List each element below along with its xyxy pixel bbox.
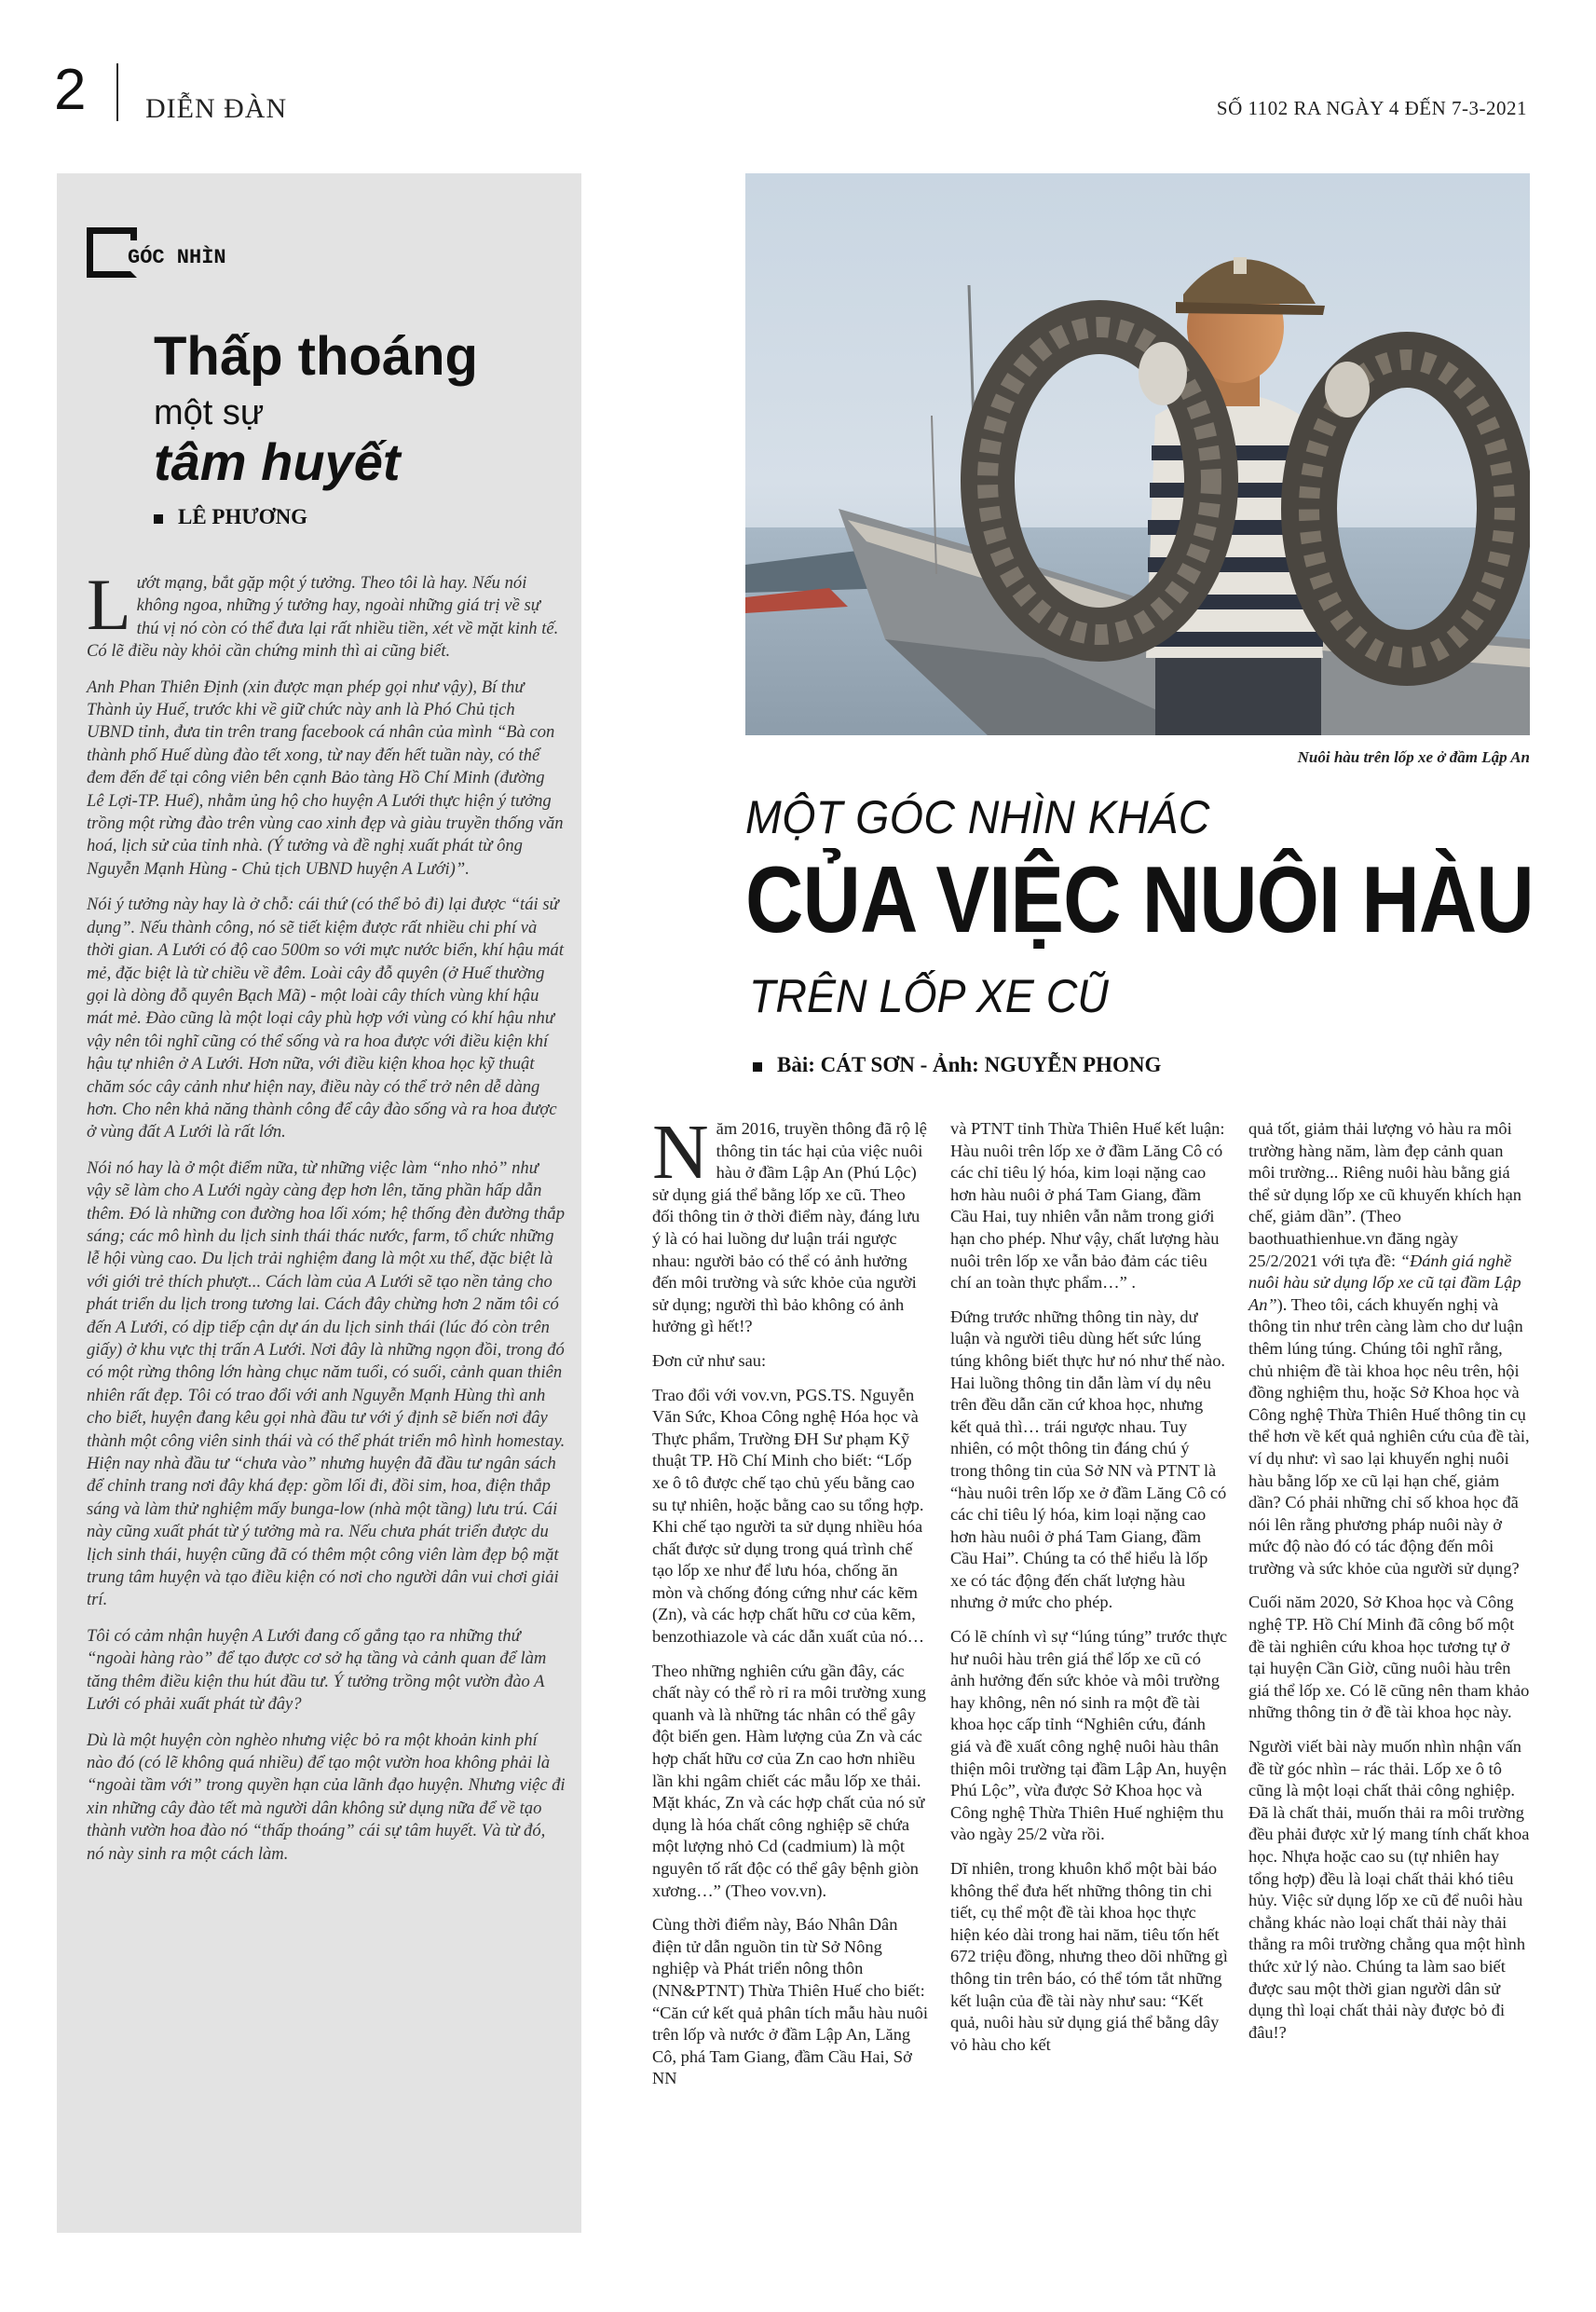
article-paragraph: Năm 2016, truyền thông đã rộ lệ thông tin tác hại của việc nuôi hàu ở đầm Lập An (Phú Lộc) sử dụng giá thể bằng lốp xe cũ. Theo đối thông tin ở thời điểm này, đáng lưu ý là có hai luồng dư luận trái ngược nhau: người bảo có thể có ảnh hưởng đến môi trường và sức khỏe của người sử dụng; người thì bảo không có ảnh hưởng gì hết!? — [652, 1109, 927, 1336]
sidebar-body — [87, 564, 566, 1879]
sidebar-goc-nhin — [57, 173, 581, 2233]
bullet-square-icon — [154, 514, 163, 524]
sidebar-paragraph: Anh Phan Thiên Định (xin được mạn phép gọi như vậy), Bí thư Thành ủy Huế, trước khi về giữ chức này anh là Phó Chủ tịch UBND tỉnh, đưa tin trên trang facebook cá nhân của mình “Bà con thành phố Huế dùng đào tết xong, từ nay đến hết tuần này, có thể đem đến để tại công viên bên cạnh Bảo tàng Hồ Chí Minh (đường Lê Lợi-TP. Huế), nhằm ủng hộ cho huyện A Lưới thực hiện ý tưởng trồng một rừng đào trên vùng cao xinh đẹp và giàu truyền thống văn hoá, lịch sử của tỉnh nhà. (Ý tưởng và đề nghị xuất phát từ ông Nguyễn Mạnh Hùng - Chủ tịch UBND huyện A Lưới)”. — [87, 677, 564, 879]
paragraph-text: quả tốt, giảm thải lượng vỏ hàu ra môi trường hàng năm, làm đẹp cảnh quan môi trường... Riêng nuôi hàu bằng giá thể sử dụng lốp xe cũ khuyến khích hạn chế, giảm dần”. (Theo baothuathienhue.vn đăng ngày 25/2/2021 với tựa đề: — [1248, 1119, 1521, 1270]
headline-line3: TRÊN LỐP XE CŨ — [749, 970, 1109, 1022]
page-number: 2 — [54, 58, 87, 122]
oyster-farmer-photo — [745, 173, 1530, 735]
article-column-1 — [652, 1109, 930, 2102]
sidebar-title-line2: một sự — [154, 393, 265, 432]
sidebar-author-name: LÊ PHƯƠNG — [178, 505, 308, 528]
article-paragraph: Trao đổi với vov.vn, PGS.TS. Nguyễn Văn Sức, Khoa Công nghệ Hóa học và Thực phẩm, Trường ĐH Sư phạm Kỹ thuật TP. Hồ Chí Minh cho biết: “Lốp xe ô tô được chế tạo chủ yếu bằng cao su tự nhiên, hoặc bằng cao su tổng hợp. Khi chế tạo người ta sử dụng nhiều hóa chất được sử dụng trong quá trình chế tạo lốp xe như để lưu hóa, chống ăn mòn và chống đóng cứng như các kẽm (Zn), và các hợp chất hữu cơ của kẽm, benzothiazole và các dẫn xuất của nó… — [652, 1385, 925, 1647]
article-column-3 — [1248, 1118, 1530, 2056]
headline-line2: CỦA VIỆC NUÔI HÀU — [745, 848, 1534, 952]
sidebar-author — [154, 505, 307, 529]
article-paragraph: và PTNT tỉnh Thừa Thiên Huế kết luận: Hàu nuôi trên lốp xe ở đầm Lăng Cô có các chỉ tiêu lý hóa, kim loại nặng cao hơn hàu nuôi ở phá Tam Giang, đầm Cầu Hai, tuy nhiên vẫn nằm trong giới hạn cho phép. Như vậy, chất lượng hàu nuôi trên lốp xe vẫn bảo đảm các tiêu chí an toàn thực phẩm…” . — [950, 1119, 1225, 1293]
sidebar-paragraph: Lướt mạng, bắt gặp một ý tưởng. Theo tôi là hay. Nếu nói không ngoa, những ý tưởng hay, ngoài những giá trị về sự thú vị nó còn có thể đưa lại rất nhiều tiền, xét về mặt kinh tế. Có lẽ điều này khỏi cần chứng minh thì ai cũng biết. — [87, 564, 559, 662]
sidebar-title-line1: Thấp thoáng — [154, 326, 478, 387]
paragraph-text: ). Theo tôi, cách khuyến nghị và thông tin như trên càng làm cho dư luận thêm lúng túng. Chúng tôi nghĩ rằng, chủ nhiệm đề tài khoa học nêu trên, hội đồng nghiệm thu, hoặc Sở Khoa học và Công nghệ Thừa Thiên Huế thông tin cụ thể hơn về kết quả nghiên cứu của đề tài, ví dụ như: vì sao lại khuyến nghị nuôi hàu bằng lốp xe cũ lại hạn chế, giảm dần? Có phải những chỉ số khoa học đã nói lên rằng phương pháp nuôi này ở mức độ nào đó có tác động đến môi trường và sức khỏe của người sử dụng? — [1248, 1294, 1530, 1578]
article-byline — [753, 1053, 1161, 1077]
header-divider — [116, 63, 118, 121]
headline-line1: MỘT GÓC NHÌN KHÁC — [745, 791, 1210, 843]
article-paragraph: Cuối năm 2020, Sở Khoa học và Công nghệ TP. Hồ Chí Minh đã công bố một đề tài nghiên cứu khoa học tương tự ở tại huyện Cần Giờ, cũng nuôi hàu trên giá thể lốp xe. Có lẽ cũng nên tham khảo những thông tin ở đề tài khoa học này. — [1248, 1593, 1530, 1722]
sidebar-paragraph: Nói nó hay là ở một điểm nữa, từ những việc làm “nho nhỏ” như vậy sẽ làm cho A Lưới ngày càng đẹp hơn lên, tăng phần hấp dẫn thêm. Đó là những con đường hoa lối xóm; hệ thống đèn đường thắp sáng; các mô hình du lịch sinh thái thác nước, farm, tổ chức những lễ hội vùng cao. Du lịch trải nghiệm đang là một xu thế, đặc biệt là với giới trẻ thích phượt... Cách làm của A Lưới sẽ tạo nền tảng cho phát triển du lịch trong tương lai. Cách đây chừng hơn 2 năm tôi có đến A Lưới, có dịp tiếp cận dự án du lịch sinh thái (lúc đó còn trên giấy) ở khu vực thị trấn A Lưới. Nơi đây là những ngọn đồi, trong đó có một rừng thông lớn hàng chục năm tuổi, có suối, cảnh quan thiên nhiên rất đẹp. Tôi có trao đổi với anh Nguyễn Mạnh Hùng thì anh cho biết, huyện đang kêu gọi nhà đầu tư với ý định sẽ biến nơi đây thành một công viên sinh thái và có thể phát triển mô hình homestay. Hiện nay nhà đầu tư “chưa vào” nhưng huyện đã đầu tư ngân sách để chỉnh trang nơi đây khá đẹp: gồm lối đi, đồi sim, hoa, điện thắp sáng và làm thử nghiệm mấy bunga-low (nhà một tầng) lưu trú. Cái này cũng xuất phát từ ý tưởng mà ra. Nếu chưa phát triển được du lịch sinh thái, huyện cũng đã có thêm một công viên làm đẹp bộ mặt trung tâm huyện và tạo điều kiện có nơi cho người dân vui chơi giải trí. — [87, 1157, 566, 1610]
article-paragraph: Dĩ nhiên, trong khuôn khổ một bài báo không thể đưa hết những thông tin chi tiết, cụ thể một đề tài khoa học thực hiện kéo dài trong hai năm, tiêu tốn hết 672 triệu đồng, nhưng theo dõi những gì thông tin trên báo, có thể tóm tắt những kết luận của đề tài này như sau: “Kết quả, nuôi hàu sử dụng giá thể bằng dây vỏ hàu cho kết — [950, 1859, 1228, 2054]
article-column-2 — [950, 1118, 1228, 2068]
section-name: DIỄN ĐÀN — [145, 93, 288, 124]
byline-text: Bài: CÁT SƠN - Ảnh: NGUYỄN PHONG — [777, 1053, 1162, 1076]
sidebar-paragraph: Nói ý tưởng này hay là ở chỗ: cái thứ (có thể bỏ đi) lại được “tái sử dụng”. Nếu thành công, nó sẽ tiết kiệm được rất nhiều chi phí và thời gian. A Lưới có độ cao 500m so với mực nước biển, khí hậu mát mẻ, đặc biệt là từ chiều về đêm. Loài cây đỗ quyên (ở Huế thường gọi là dòng đỗ quyên Bạch Mã) - một loài cây thích vùng khí hậu mát mẻ. Đào cũng là một loại cây phù hợp với vùng có khí hậu như vậy nên tôi nghĩ cũng có thể sống và ra hoa được với điều kiện khí hậu tự nhiên ở A Lưới. Hơn nữa, với điều kiện khoa học kỹ thuật chăm sóc cây cảnh như hiện nay, điều này có thể trở nên dễ dàng hơn. Cho nên khả năng thành công để cây đào sống và ra hoa được ở vùng đất A Lưới là rất lớn. — [87, 895, 565, 1142]
article-paragraph: Theo những nghiên cứu gần đây, các chất này có thể rò rỉ ra môi trường xung quanh và là những tác nhân có thể gây đột biến gen. Hàm lượng của Zn và các hợp chất hữu cơ của Zn cao hơn nhiều lần khi ngâm chiết các mẫu lốp xe thải. Mặt khác, Zn và các hợp chất của nó sử dụng là hóa chất công nghiệp sẽ chứa một lượng nhỏ Cd (cadmium) là một nguyên tố rất độc có thể gây bệnh giòn xương…” (Theo vov.vn). — [652, 1661, 926, 1900]
bullet-square-icon — [753, 1062, 762, 1072]
article-paragraph: Đứng trước những thông tin này, dư luận và người tiêu dùng hết sức lúng túng không biết thực hư nó như thế nào. Hai luồng thông tin dẫn làm ví dụ nêu trên đều dẫn căn cứ khoa học, nhưng kết quả thì… trái ngược nhau. Tuy nhiên, có một thông tin đáng chú ý trong thông tin của Sở NN và PTNT là “hàu nuôi trên lốp xe ở đầm Lăng Cô có các chỉ tiêu lý hóa, kim loại nặng cao hơn hàu nuôi ở phá Tam Giang, đầm Cầu Hai”. Chúng ta có thể hiểu là lốp xe có tác động đến chất lượng hàu nhưng ở mức cho phép. — [950, 1306, 1227, 1612]
photo-caption: Nuôi hàu trên lốp xe ở đầm Lập An — [1297, 748, 1530, 766]
goc-nhin-tag: GÓC NHÌN — [124, 246, 230, 269]
article-paragraph — [1248, 1118, 1530, 1580]
quoted-article-title: “Đánh giá nghề nuôi hàu sử dụng lốp xe cũ tại đầm Lập An” — [1248, 1251, 1521, 1314]
article-paragraph: Người viết bài này muốn nhìn nhận vấn đề từ góc nhìn – rác thải. Lốp xe ô tô cũng là một loại chất thải công nghiệp. Đã là chất thải, muốn thải ra môi trường đều phải được xử lý mang tính chất khoa học. Nhựa hoặc cao su (tự nhiên hay tổng hợp) đều là loại chất thải khó tiêu hủy. Việc sử dụng lốp xe cũ để nuôi hàu chẳng khác nào loại chất thải này thải thẳng ra môi trường chẳng qua một hình thức xử lý nào. Chúng ta làm sao biết được sau một thời gian người dân sử dụng thì loại chất thải này được bỏ đi đâu!? — [1248, 1737, 1530, 2042]
article-paragraph: Đơn cử như sau: — [652, 1350, 767, 1370]
article-paragraph: Cùng thời điểm này, Báo Nhân Dân điện tử dẫn nguồn tin từ Sở Nông nghiệp và Phát triển nông thôn (NN&PTNT) Thừa Thiên Huế cho biết: “Căn cứ kết quả phân tích mẫu hàu nuôi trên lốp và nước ở đầm Lập An, Lăng Cô, phá Tam Giang, đầm Cầu Hai, Sở NN — [652, 1915, 928, 2088]
sidebar-paragraph: Tôi có cảm nhận huyện A Lưới đang cố gắng tạo ra những thứ “ngoài hàng rào” để tạo được cơ sở hạ tầng và cảnh quan để làm tăng thêm điều kiện thu hút đầu tư. Ý tưởng trồng một vườn đào A Lưới có phải xuất phát từ đây? — [87, 1625, 547, 1715]
article-paragraph: Có lẽ chính vì sự “lúng túng” trước thực hư nuôi hàu trên giá thể lốp xe cũ có ảnh hưởng đến sức khỏe và môi trường hay không, nên nó sinh ra một đề tài khoa học cấp tỉnh “Nghiên cứu, đánh giá và đề xuất công nghệ nuôi hàu thân thiện môi trường tại đầm Lập An, huyện Phú Lộc”, vừa được Sở Khoa học và Công nghệ Thừa Thiên Huế nghiệm thu vào ngày 25/2 vừa rồi. — [950, 1627, 1228, 1844]
sidebar-title-line3: tâm huyết — [154, 432, 401, 491]
issue-info: SỐ 1102 RA NGÀY 4 ĐẾN 7-3-2021 — [1216, 97, 1527, 119]
sidebar-paragraph: Dù là một huyện còn nghèo nhưng việc bỏ ra một khoản kinh phí nào đó (có lẽ không quá nhiều) để tạo một vườn hoa không phải là “ngoài tầm với” trong quyền hạn của lãnh đạo huyện. Nhưng việc đi xin những cây đào tết mà người dân không sử dụng nữa để về tạo thành vườn hoa đào nó “thấp thoáng” cái sự tâm huyết. Và từ đó, nó này sinh ra một cách làm. — [87, 1730, 566, 1864]
